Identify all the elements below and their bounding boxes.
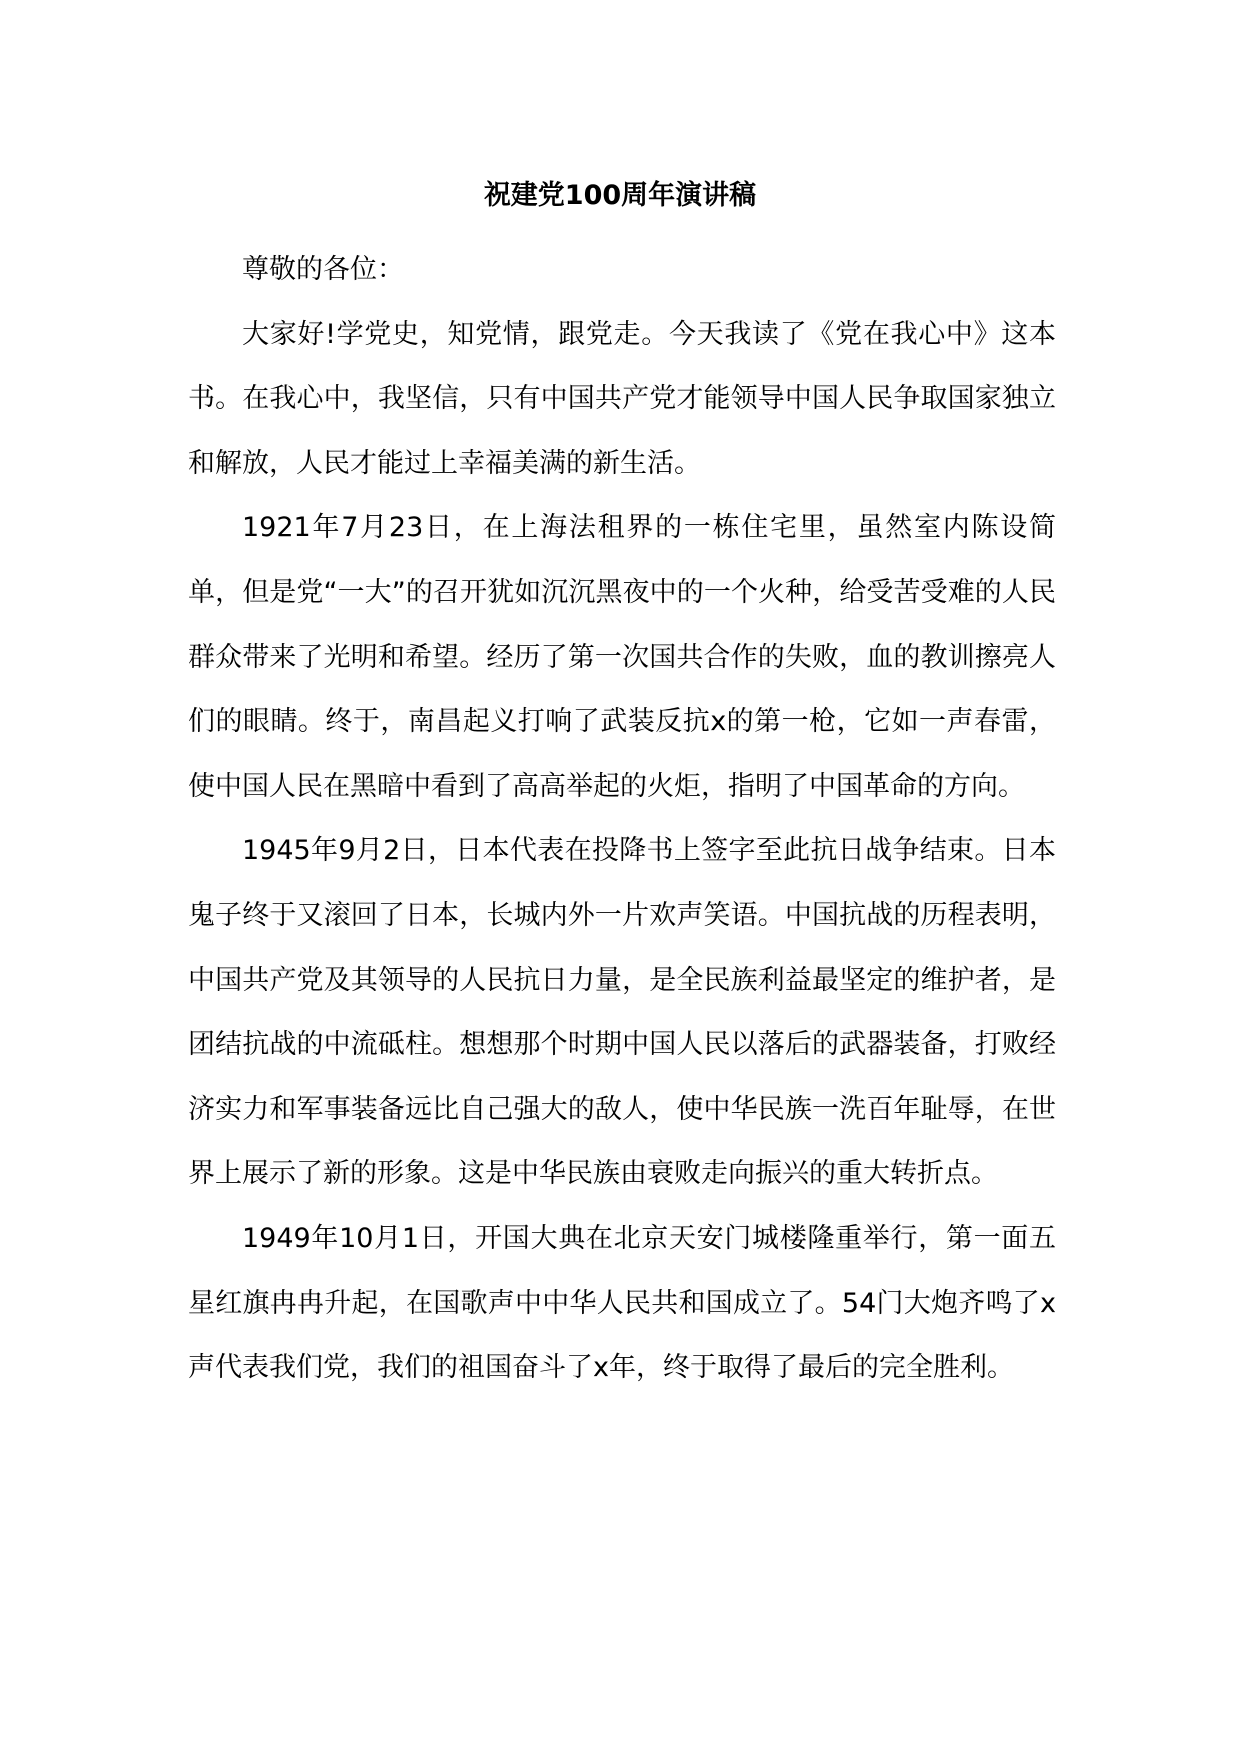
paragraph-greeting: 大家好!学党史，知党情，跟党走。今天我读了《党在我心中》这本书。在我心中，我坚信，只有中国共产党才能领导中国人民争取国家独立和解放，人民才能过上幸福美满的新生活。 [188, 318, 1056, 479]
paragraph-salutation: 尊敬的各位： [242, 254, 404, 285]
paragraph-1921: 1921年7月23日，在上海法租界的一栋住宅里，虽然室内陈设简单，但是党“一大”的召开犹如沉沉黑夜中的一个火种，给受苦受难的人民群众带来了光明和希望。经历了第一次国共合作的失败，血的教训擦亮人们的眼睛。终于，南昌起义打响了武装反抗x的第一枪，它如一声春雷，使中国人民在黑暗中看到了高高举起的火炬，指明了中国革命的方向。 [188, 512, 1056, 802]
document-body [188, 238, 1056, 1401]
paragraph-1949: 1949年10月1日，开国大典在北京天安门城楼隆重举行，第一面五星红旗冉冉升起，在国歌声中中华人民共和国成立了。54门大炮齐鸣了x声代表我们党，我们的祖国奋斗了x年，终于取得了最后的完全胜利。 [188, 1222, 1056, 1384]
paragraph-1945: 1945年9月2日，日本代表在投降书上签字至此抗日战争结束。日本鬼子终于又滚回了日本，长城内外一片欢声笑语。中国抗战的历程表明，中国共产党及其领导的人民抗日力量，是全民族利益最坚定的维护者，是团结抗战的中流砥柱。想想那个时期中国人民以落后的武器装备，打败经济实力和军事装备远比自己强大的敌人，使中华民族一洗百年耻辱，在世界上展示了新的形象。这是中华民族由衰败走向振兴的重大转折点。 [188, 835, 1056, 1190]
document-title: 祝建党100周年演讲稿 [483, 180, 757, 211]
